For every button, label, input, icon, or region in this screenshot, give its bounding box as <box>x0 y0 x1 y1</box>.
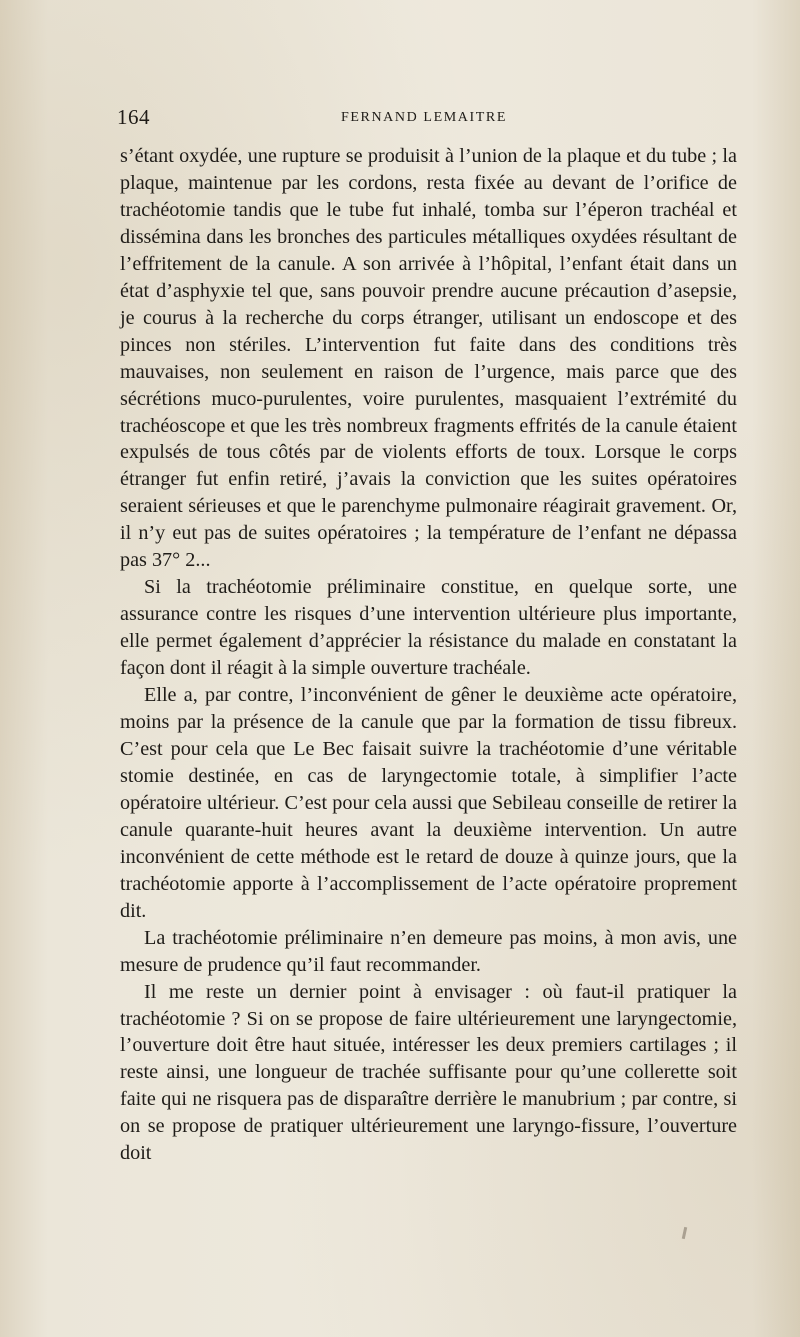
paragraph: Elle a, par contre, l’inconvénient de gêner le deuxième acte opératoire, moins par la présence de la canule que par la formation de tissu fibreux. C’est pour cela que Le Bec faisait suivre la trachéotomie d’une véritable stomie destinée, en cas de laryngectomie totale, à simplifier l’acte opératoire ultérieur. C’est pour cela aussi que Sebileau conseille de retirer la canule quarante-huit heures avant la deuxième intervention. Un autre inconvénient de cette méthode est le retard de douze à quinze jours, que la trachéotomie apporte à l’accomplissement de l’acte opératoire proprement dit. <box>120 684 737 922</box>
running-head: FERNAND LEMAITRE <box>341 110 507 125</box>
paragraph: Si la trachéotomie préliminaire constitue, en quelque sorte, une assurance contre les risques d’une intervention ultérieure plus importante, elle permet également d’apprécier la résistance du malade en constatant la façon dont il réagit à la simple ouverture trachéale. <box>120 576 737 680</box>
paragraph: Il me reste un dernier point à envisager : où faut-il pratiquer la trachéotomie ? Si on se propose de faire ultérieurement une laryngectomie, l’ouverture doit être haut située, intéresser les deux premiers cartilages ; il reste ainsi, une longueur de trachée suffisante pour qu’une collerette soit faite qui ne risquera pas de disparaître derrière le manubrium ; par contre, si on se propose de pratiquer ultérieurement une laryngo-fissure, l’ouverture doit <box>120 980 737 1165</box>
page-header <box>117 105 697 133</box>
paragraph-continuation: s’étant oxydée, une rupture se produisit à l’union de la plaque et du tube ; la plaque, maintenue par les cordons, resta fixée au devant de l’orifice de trachéotomie tandis que le tube fut inhalé, tomba sur l’éperon trachéal et dissémina dans les bronches des particules métalliques oxydées résultant de l’effritement de la canule. A son arrivée à l’hôpital, l’enfant était dans un état d’asphyxie tel que, sans pouvoir prendre aucune précaution d’asepsie, je courus à la recherche du corps étranger, utilisant un endoscope et des pinces non stériles. L’intervention fut faite dans des conditions très mauvaises, non seulement en raison de l’urgence, mais parce que des sécrétions muco-purulentes, voire purulentes, masquaient l’extrémité du trachéoscope et que les très nombreux fragments effrités de la canule étaient expulsés de tous côtés par de violents efforts de toux. Lorsque le corps étranger fut enfin retiré, j’avais la conviction que les suites opératoires seraient sérieuses et que le parenchyme pulmonaire réagirait gravement. Or, il n’y eut pas de suites opératoires ; la température de l’enfant ne dépassa pas 37° 2... <box>120 145 737 572</box>
paragraph: La trachéotomie préliminaire n’en demeure pas moins, à mon avis, une mesure de prudence qu’il faut recommander. <box>120 926 737 976</box>
page-number: 164 <box>117 105 150 129</box>
body-text <box>120 143 737 1167</box>
ink-fleck <box>682 1227 687 1239</box>
